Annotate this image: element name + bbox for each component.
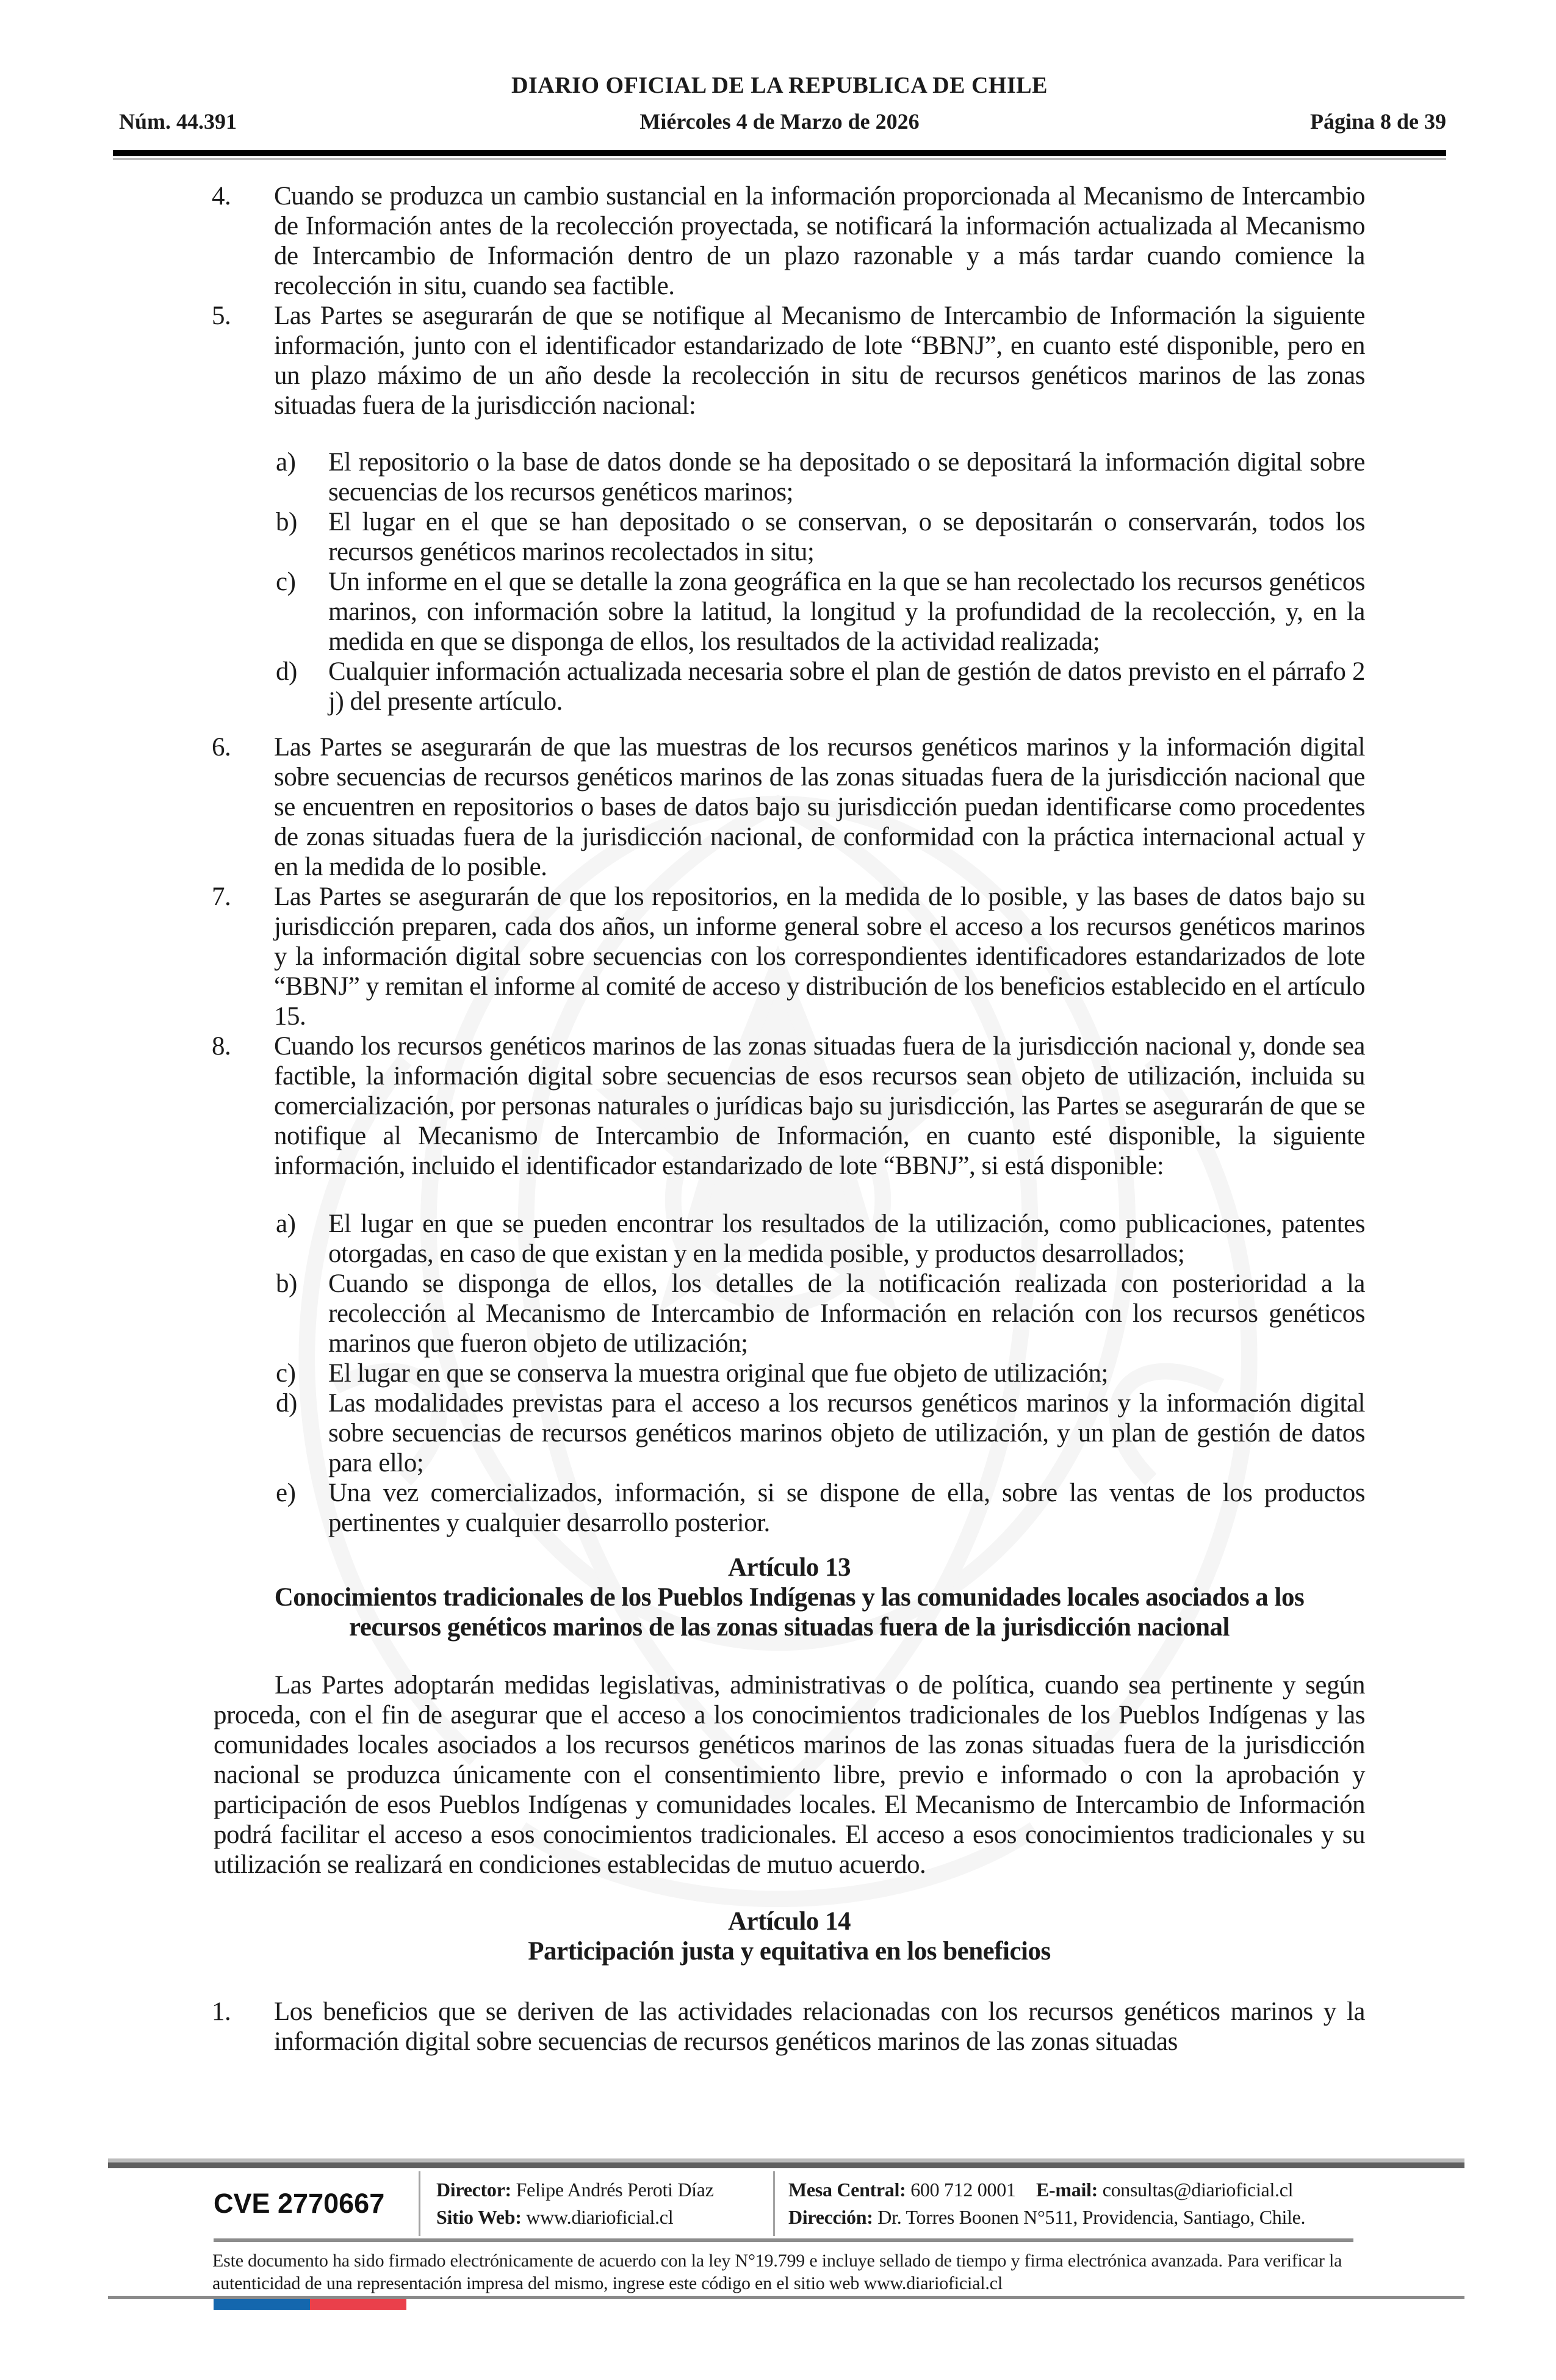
footer-rule-middle <box>214 2238 1353 2242</box>
address-label: Dirección: <box>788 2206 873 2228</box>
document-body <box>214 181 1365 2057</box>
clause-8-item-b <box>214 1269 1365 1358</box>
address-value: Dr. Torres Boonen N°511, Providencia, Santiago, Chile. <box>877 2206 1306 2228</box>
clause-text: Las Partes se asegurarán de que se notifique al Mecanismo de Intercambio de Información la siguiente información, junto con el identificador estandarizado de lote “BBNJ”, en cuanto esté disponible, pero en un plazo máximo de un año desde la recolección in situ de recursos genéticos marinos de las zonas situadas fuera de la jurisdicción nacional: <box>274 301 1365 420</box>
clause-1-article-14 <box>214 1997 1365 2057</box>
clause-8-item-c <box>214 1358 1365 1388</box>
website-line <box>436 2204 773 2231</box>
flag-red-block <box>310 2299 406 2310</box>
clause-number: 4. <box>212 182 231 211</box>
header-meta-row <box>113 109 1446 137</box>
article-14-subtitle: Participación justa y equitativa en los beneficios <box>528 1937 1051 1966</box>
subclause-text: Un informe en el que se detalle la zona geográfica en la que se han recolectado los recursos genéticos marinos, con información sobre la latitud, la longitud y la profundidad de la recolección, y, en la medida en que se disponga de ellos, los resultados de la actividad realizada; <box>328 568 1365 656</box>
subclause-letter: b) <box>276 1269 297 1298</box>
clause-8-item-a <box>214 1209 1365 1269</box>
subclause-text: Una vez comercializados, información, si se dispone de ella, sobre las ventas de los productos pertinentes y cualquier desarrollo posterior. <box>328 1479 1365 1537</box>
clause-text: Las Partes se asegurarán de que los repositorios, en la medida de lo posible, y las bases de datos bajo su jurisdicción preparen, cada dos años, un informe general sobre el acceso a los recursos genéticos marinos y la información digital sobre secuencias con los correspondientes identificadores estandarizados de lote “BBNJ” y remitan el informe al comité de acceso y distribución de los beneficios establecido en el artículo 15. <box>274 882 1365 1031</box>
subclause-letter: c) <box>276 568 296 596</box>
header-rule-shadow <box>113 158 1446 160</box>
article-14-title: Artículo 14 <box>727 1907 851 1936</box>
clause-4 <box>214 181 1365 301</box>
footer-director-column <box>420 2176 773 2231</box>
subclause-text: El lugar en que se pueden encontrar los resultados de la utilización, como publicaciones, patentes otorgadas, en caso de que existan y en la medida posible, y productos desarrollados; <box>328 1210 1365 1268</box>
subclause-text: Las modalidades previstas para el acceso a los recursos genéticos marinos y la información digital sobre secuencias de recursos genéticos marinos objeto de utilización, y un plan de gestión de datos para ello; <box>328 1389 1365 1477</box>
subclause-letter: b) <box>276 508 297 536</box>
clause-5 <box>214 301 1365 420</box>
clause-text: Los beneficios que se deriven de las actividades relacionadas con los recursos genéticos marinos y la información digital sobre secuencias de recursos genéticos marinos de las zonas situadas <box>274 1997 1365 2056</box>
director-value: Felipe Andrés Peroti Díaz <box>516 2179 714 2201</box>
clause-text: Cuando se produzca un cambio sustancial en la información proporcionada al Mecanismo de Intercambio de Información antes de la recolección proyectada, se notificará la información actualizada al Mecanismo de Intercambio de Información dentro de un plazo razonable y a más tardar cuando comience la recolección in situ, cuando sea factible. <box>274 182 1365 300</box>
subclause-letter: e) <box>276 1479 296 1507</box>
subclause-text: El lugar en que se conserva la muestra original que fue objeto de utilización; <box>328 1359 1109 1388</box>
website-label: Sitio Web: <box>436 2206 522 2228</box>
clause-text: Las Partes se asegurarán de que las muestras de los recursos genéticos marinos y la información digital sobre secuencias de recursos genéticos marinos de las zonas situadas fuera de la jurisdicción nacional que se encuentren en repositorios o bases de datos bajo su jurisdicción puedan identificarse como procedentes de zonas situadas fuera de la jurisdicción nacional, de conformidad con la práctica internacional actual y en la medida de lo posible. <box>274 733 1365 881</box>
footer-contact-column <box>775 2176 1364 2231</box>
clause-5-item-c <box>214 567 1365 657</box>
cve-code: CVE 2770667 <box>214 2188 385 2219</box>
article-13-title: Artículo 13 <box>727 1553 851 1582</box>
clause-6 <box>214 732 1365 882</box>
clause-5-item-d <box>214 657 1365 716</box>
subclause-letter: d) <box>276 1389 297 1418</box>
clause-8-item-d <box>214 1388 1365 1478</box>
edition-date: Miércoles 4 de Marzo de 2026 <box>639 109 920 134</box>
article-13-subtitle: Conocimientos tradicionales de los Pueblos Indígenas y las comunidades locales asociados a los recursos genéticos marinos de las zonas situadas fuera de la jurisdicción nacional <box>274 1583 1305 1642</box>
clause-text: Cuando los recursos genéticos marinos de las zonas situadas fuera de la jurisdicción nacional y, donde sea factible, la información digital sobre secuencias de esos recursos sean objeto de utilización, incluida su comercialización, por personas naturales o jurídicas bajo su jurisdicción, las Partes se asegurarán de que se notifique al Mecanismo de Intercambio de Información, en cuanto esté disponible, la siguiente información, incluido el identificador estandarizado de lote “BBNJ”, si está disponible: <box>274 1032 1365 1180</box>
clause-7 <box>214 882 1365 1031</box>
subclause-text: El repositorio o la base de datos donde se ha depositado o se depositará la información digital sobre secuencias de los recursos genéticos marinos; <box>328 448 1365 507</box>
email-value: consultas@diarioficial.cl <box>1102 2179 1294 2201</box>
phone-email-line <box>788 2176 1364 2204</box>
article-13-paragraph: Las Partes adoptarán medidas legislativas, administrativas o de política, cuando sea pertinente y según proceda, con el fin de asegurar que el acceso a los conocimientos tradicionales de los Pueblos Indígenas y las comunidades locales asociados a los recursos genéticos marinos de las zonas situadas fuera de la jurisdicción nacional se produzca únicamente con el consentimiento libre, previo e informado o con la aprobación y participación de esos Pueblos Indígenas y comunidades locales. El Mecanismo de Intercambio de Información podrá facilitar el acceso a esos conocimientos tradicionales. El acceso a esos conocimientos tradicionales y su utilización se realizará en condiciones establecidas de mutuo acuerdo. <box>214 1671 1365 1879</box>
page-header <box>113 72 1446 160</box>
government-flag-mark <box>214 2299 406 2310</box>
clause-5-item-a <box>214 447 1365 507</box>
page-number: Página 8 de 39 <box>1309 109 1446 134</box>
mesa-central-label: Mesa Central: <box>788 2179 906 2201</box>
director-label: Director: <box>436 2179 511 2201</box>
subclause-text: Cualquier información actualizada necesaria sobre el plan de gestión de datos previsto en el párrafo 2 j) del presente artículo. <box>328 657 1365 716</box>
subclause-letter: d) <box>276 657 297 686</box>
website-value: www.diarioficial.cl <box>526 2206 674 2228</box>
mesa-central-value: 600 712 0001 <box>910 2179 1016 2201</box>
clause-number: 5. <box>212 301 231 330</box>
clause-5-item-b <box>214 507 1365 567</box>
clause-number: 6. <box>212 733 231 762</box>
cve-code-box <box>214 2188 419 2220</box>
clause-8-item-e <box>214 1478 1365 1538</box>
header-rule <box>113 150 1446 156</box>
clause-number: 8. <box>212 1032 231 1061</box>
subclause-letter: a) <box>276 1210 296 1238</box>
footer-rule-top <box>108 2158 1464 2168</box>
address-line <box>788 2204 1364 2231</box>
clause-number: 7. <box>212 882 231 911</box>
email-label: E-mail: <box>1036 2179 1098 2201</box>
subclause-letter: c) <box>276 1359 296 1388</box>
clause-number: 1. <box>212 1997 231 2026</box>
signature-disclaimer: Este documento ha sido firmado electrónicamente de acuerdo con la ley N°19.799 e incluye sellado de tiempo y firma electrónica avanzada. Para verificar la autenticidad de una representación impresa del mismo, ingrese este código en el sitio web www.diarioficial.cl <box>212 2251 1342 2293</box>
flag-blue-block <box>214 2299 310 2310</box>
issue-number: Núm. 44.391 <box>119 109 237 134</box>
subclause-text: Cuando se disponga de ellos, los detalles de la notificación realizada con posterioridad a la recolección al Mecanismo de Intercambio de Información en relación con los recursos genéticos marinos que fueron objeto de utilización; <box>328 1269 1365 1358</box>
subclause-text: El lugar en el que se han depositado o se conservan, o se depositarán o conservarán, todos los recursos genéticos marinos recolectados in situ; <box>328 508 1365 566</box>
clause-8 <box>214 1031 1365 1181</box>
subclause-letter: a) <box>276 448 296 477</box>
director-line <box>436 2176 773 2204</box>
masthead-title: DIARIO OFICIAL DE LA REPUBLICA DE CHILE <box>511 73 1048 98</box>
footer-info-bar <box>214 2171 1364 2236</box>
